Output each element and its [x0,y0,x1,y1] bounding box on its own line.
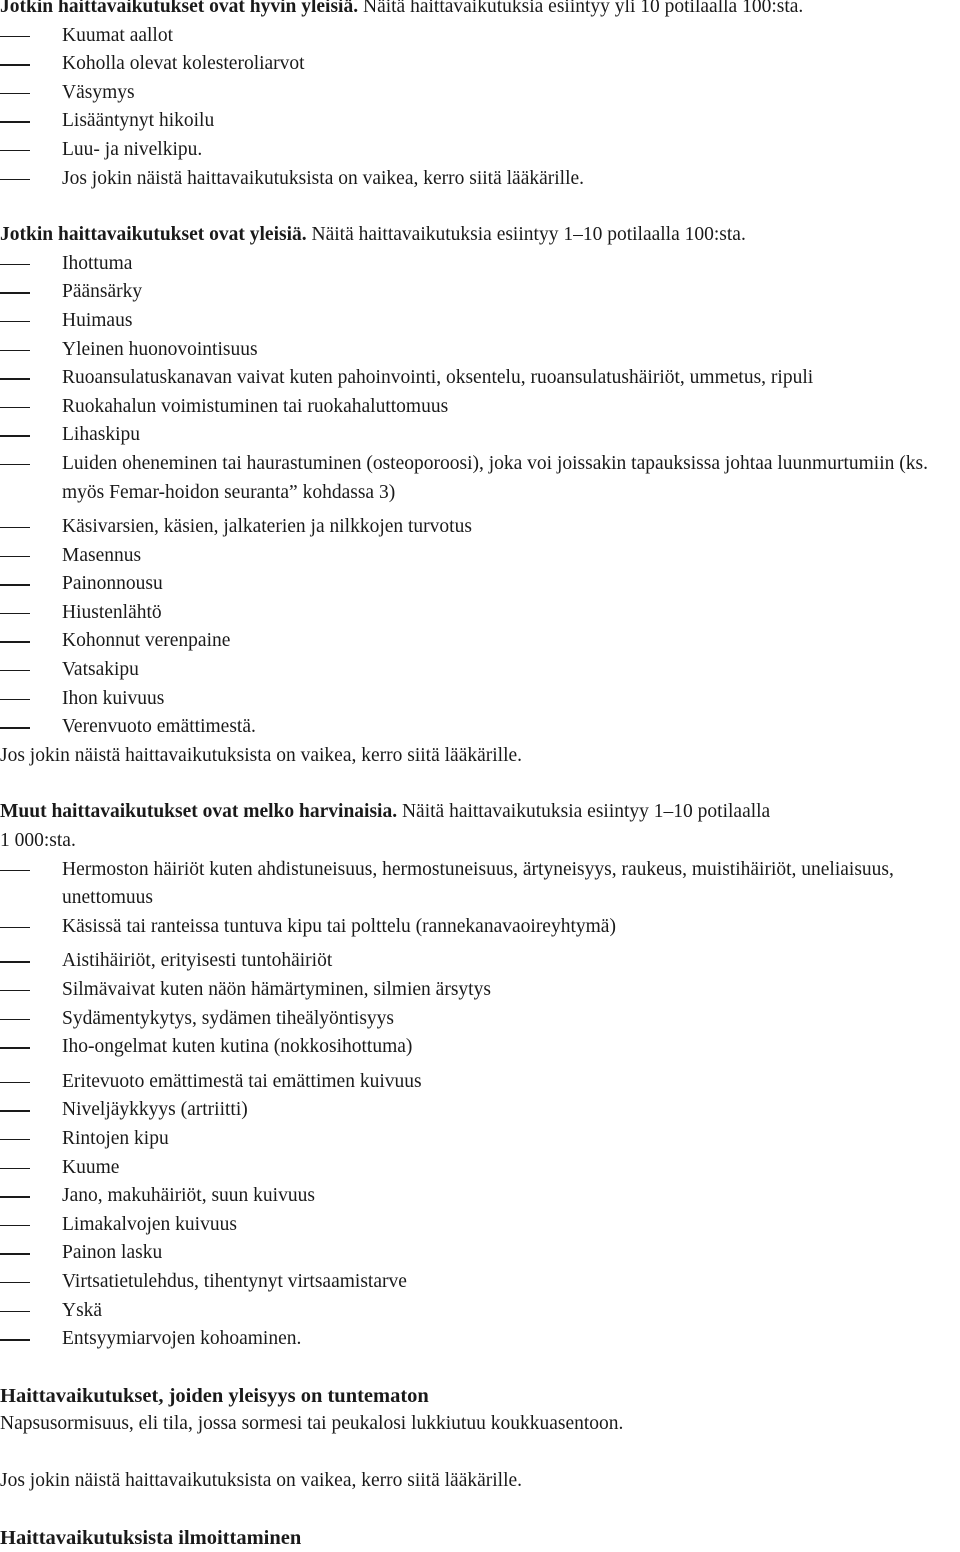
uncommon-heading [0,798,958,827]
dash-bullet [0,1047,30,1048]
list-item: Huimaus [0,307,958,336]
common-heading-bold: Jotkin haittavaikutukset ovat yleisiä. [0,224,307,245]
list-item: Hermoston häiriöt kuten ahdistuneisuus, hermostuneisuus, ärtyneisyys, raukeus, muistihäiriöt, uneliaisuus, unettomuus [0,856,958,913]
dash-bullet [0,961,30,962]
list-item: Painonnousu [0,570,958,599]
list-item: Ruokahalun voimistuminen tai ruokahaluttomuus [0,393,958,422]
very-common-heading-bold: Jotkin haittavaikutukset ovat hyvin yleisiä. [0,0,358,17]
dash-bullet [0,36,30,37]
dash-bullet [0,1253,30,1254]
list-item: Jano, makuhäiriöt, suun kuivuus [0,1182,958,1211]
dash-bullet [0,927,30,928]
list-item: Lisääntynyt hikoilu [0,107,958,136]
unknown-frequency-text: Napsusormisuus, eli tila, jossa sormesi tai peukalosi lukkiutuu koukkuasentoon. [0,1410,958,1439]
dash-bullet [0,121,30,122]
dash-bullet [0,870,30,871]
very-common-heading [0,0,958,22]
list-item: Niveljäykkyys (artriitti) [0,1096,958,1125]
dash-bullet [0,435,30,436]
dash-bullet [0,292,30,293]
list-item: Sydämentykytys, sydämen tiheälyöntisyys [0,1005,958,1034]
dash-bullet [0,1339,30,1340]
list-item: Aistihäiriöt, erityisesti tuntohäiriöt [0,947,958,976]
dash-bullet [0,990,30,991]
unknown-frequency-title: Haittavaikutukset, joiden yleisyys on tuntematon [0,1382,958,1411]
uncommon-heading-bold: Muut haittavaikutukset ovat melko harvinaisia. [0,801,397,822]
uncommon-heading-rest: Näitä haittavaikutuksia esiintyy 1–10 potilaalla [397,801,770,822]
dash-bullet [0,264,30,265]
dash-bullet [0,1282,30,1283]
list-item: Verenvuoto emättimestä. [0,713,958,742]
reporting-title: Haittavaikutuksista ilmoittaminen [0,1524,958,1552]
dash-bullet [0,699,30,700]
list-item: Kohonnut verenpaine [0,627,958,656]
list-item: Kuume [0,1154,958,1183]
dash-bullet [0,407,30,408]
dash-bullet [0,464,30,465]
list-item: Eritevuoto emättimestä tai emättimen kuivuus [0,1068,958,1097]
dash-bullet [0,584,30,585]
list-item: Käsissä tai ranteissa tuntuva kipu tai polttelu (rannekanavaoireyhtymä) [0,913,958,942]
list-item: Painon lasku [0,1239,958,1268]
dash-bullet [0,727,30,728]
dash-bullet [0,1225,30,1226]
list-item: Ihottuma [0,250,958,279]
list-item: Yleinen huonovointisuus [0,336,958,365]
dash-bullet [0,1311,30,1312]
list-item: Luu- ja nivelkipu. [0,136,958,165]
dash-bullet [0,321,30,322]
list-item: Ihon kuivuus [0,685,958,714]
uncommon-heading-line2: 1 000:sta. [0,827,958,856]
list-item: Yskä [0,1297,958,1326]
dash-bullet [0,1139,30,1140]
dash-bullet [0,378,30,379]
list-item: Silmävaivat kuten näön hämärtyminen, silmien ärsytys [0,976,958,1005]
common-list [0,250,958,742]
list-item: Kuumat aallot [0,22,958,51]
very-common-heading-rest: Näitä haittavaikutuksia esiintyy yli 10 potilaalla 100:sta. [358,0,803,17]
very-common-list [0,22,958,194]
list-item: Virtsatietulehdus, tihentynyt virtsaamistarve [0,1268,958,1297]
common-heading-rest: Näitä haittavaikutuksia esiintyy 1–10 potilaalla 100:sta. [307,224,746,245]
dash-bullet [0,150,30,151]
list-item: Vatsakipu [0,656,958,685]
common-note: Jos jokin näistä haittavaikutuksista on vaikea, kerro siitä lääkärille. [0,742,958,771]
list-item: Masennus [0,542,958,571]
dash-bullet [0,641,30,642]
list-item: Luiden oheneminen tai haurastuminen (osteoporoosi), joka voi joissakin tapauksissa johtaa luunmurtumiin (ks. myös Femar-hoidon seuranta” kohdassa 3) [0,450,958,507]
dash-bullet [0,1110,30,1111]
list-item: Koholla olevat kolesteroliarvot [0,50,958,79]
list-item: Rintojen kipu [0,1125,958,1154]
list-item: Limakalvojen kuivuus [0,1211,958,1240]
list-item: Ruoansulatuskanavan vaivat kuten pahoinvointi, oksentelu, ruoansulatushäiriöt, ummetus, ripuli [0,364,958,393]
dash-bullet [0,350,30,351]
list-item: Lihaskipu [0,421,958,450]
dash-bullet [0,1168,30,1169]
list-item: Päänsärky [0,278,958,307]
list-item: Iho-ongelmat kuten kutina (nokkosihottuma) [0,1033,958,1062]
dash-bullet [0,93,30,94]
dash-bullet [0,64,30,65]
dash-bullet [0,527,30,528]
dash-bullet [0,670,30,671]
list-item: Jos jokin näistä haittavaikutuksista on vaikea, kerro siitä lääkärille. [0,165,958,194]
dash-bullet [0,556,30,557]
list-item: Entsyymiarvojen kohoaminen. [0,1325,958,1354]
list-item: Väsymys [0,79,958,108]
dash-bullet [0,179,30,180]
dash-bullet [0,1082,30,1083]
dash-bullet [0,1196,30,1197]
unknown-frequency-note: Jos jokin näistä haittavaikutuksista on vaikea, kerro siitä lääkärille. [0,1467,958,1496]
uncommon-list [0,856,958,1354]
common-heading [0,221,958,250]
dash-bullet [0,613,30,614]
dash-bullet [0,1019,30,1020]
list-item: Käsivarsien, käsien, jalkaterien ja nilkkojen turvotus [0,513,958,542]
list-item: Hiustenlähtö [0,599,958,628]
